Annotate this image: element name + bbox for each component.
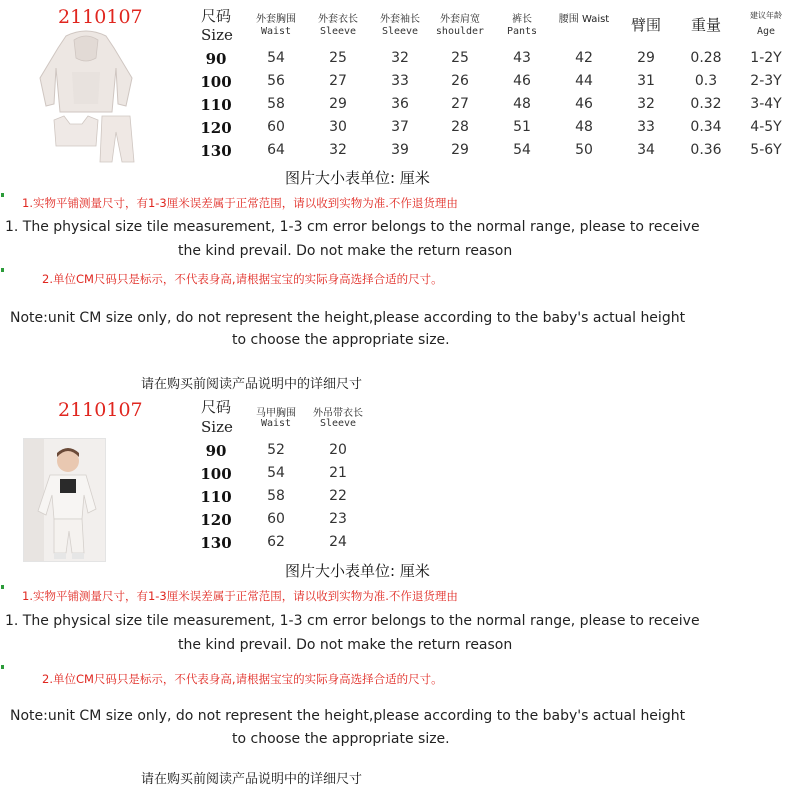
size-cell: 90: [205, 50, 227, 68]
column-header-en: Pants: [506, 26, 538, 37]
footer-note: 请在购买前阅读产品说明中的详细尺寸: [141, 772, 363, 787]
product-photo-model: [23, 438, 106, 562]
table-cell: 58: [267, 488, 285, 504]
table-cell: 20: [329, 442, 347, 458]
note2-en-line2: to choose the appropriate size.: [232, 731, 450, 747]
table-cell: 32: [391, 50, 409, 66]
product-code: 2110107: [58, 399, 143, 421]
table-cell: 29: [329, 96, 347, 112]
table-cell: 60: [267, 511, 285, 527]
column-header-cn: 建议年龄: [750, 11, 782, 20]
table-cell: 32: [637, 96, 655, 112]
table-cell: 27: [329, 73, 347, 89]
table-cell: 21: [329, 465, 347, 481]
size-cell: 110: [200, 96, 232, 114]
size-label-en: Size: [201, 418, 233, 436]
column-header-en: shoulder: [435, 26, 485, 37]
column-header-cn: 腰围 Waist: [558, 14, 610, 25]
note2-en-line1: Note:unit CM size only, do not represent the height,please according to the baby's actual height: [10, 310, 686, 326]
column-header-en: Sleeve: [319, 418, 357, 429]
unit-label: 图片大小表单位: 厘米: [285, 169, 430, 187]
table-cell: 54: [513, 142, 531, 158]
table-cell: 29: [451, 142, 469, 158]
size-label-en: Size: [201, 26, 233, 44]
table-cell: 58: [267, 96, 285, 112]
unit-label: 图片大小表单位: 厘米: [285, 562, 430, 580]
table-cell: 51: [513, 119, 531, 135]
table-cell: 39: [391, 142, 409, 158]
table-cell: 44: [575, 73, 593, 89]
table-cell: 46: [513, 73, 531, 89]
size-cell: 130: [200, 142, 232, 160]
table-cell: 31: [637, 73, 655, 89]
column-header-cn: 裤长: [512, 14, 532, 25]
note2-cn: 2.单位CM尺码只是标示，不代表身高,请根据宝宝的实际身高选择合适的尺寸。: [42, 272, 443, 286]
model-illustration: [24, 439, 105, 561]
table-cell: 50: [575, 142, 593, 158]
table-cell: 0.34: [690, 119, 722, 135]
column-header-cn: 马甲胸围: [256, 408, 296, 419]
table-cell: 3-4Y: [750, 96, 782, 112]
table-cell: 1-2Y: [750, 50, 782, 66]
table-cell: 33: [637, 119, 655, 135]
table-cell: 46: [575, 96, 593, 112]
table-cell: 36: [391, 96, 409, 112]
product-photo-outfit: [36, 28, 136, 164]
table-cell: 52: [267, 442, 285, 458]
bullet-tick: [1, 193, 4, 197]
outfit-illustration: [36, 28, 136, 164]
size-label-cn: 尺码: [201, 398, 232, 416]
column-header-en: Waist: [260, 418, 292, 429]
table-cell: 23: [329, 511, 347, 527]
table-cell: 4-5Y: [750, 119, 782, 135]
size-cell: 120: [200, 119, 232, 137]
table-cell: 0.28: [690, 50, 722, 66]
size-cell: 100: [200, 73, 232, 91]
table-cell: 28: [451, 119, 469, 135]
note2-en-line1: Note:unit CM size only, do not represent the height,please according to the baby's actual height: [10, 708, 686, 724]
note1-en-line2: the kind prevail. Do not make the return reason: [178, 637, 513, 653]
table-cell: 0.32: [690, 96, 722, 112]
table-cell: 24: [329, 534, 347, 550]
size-cell: 130: [200, 534, 232, 552]
table-cell: 56: [267, 73, 285, 89]
bullet-tick: [1, 268, 4, 272]
column-header-cn: 外套衣长: [318, 14, 358, 25]
column-header-cn: 臂围: [630, 16, 661, 34]
size-cell: 100: [200, 465, 232, 483]
table-cell: 34: [637, 142, 655, 158]
table-cell: 60: [267, 119, 285, 135]
note1-cn: 1.实物平铺测量尺寸，有1-3厘米误差属于正常范围，请以收到实物为准.不作退货理由: [22, 196, 458, 210]
table-cell: 22: [329, 488, 347, 504]
table-cell: 25: [329, 50, 347, 66]
note1-en-line1: 1. The physical size tile measurement, 1-3 cm error belongs to the normal range, please to receive: [5, 219, 700, 235]
table-cell: 62: [267, 534, 285, 550]
note1-en-line1: 1. The physical size tile measurement, 1-3 cm error belongs to the normal range, please to receive: [5, 613, 700, 629]
table-cell: 32: [329, 142, 347, 158]
table-cell: 43: [513, 50, 531, 66]
table-cell: 27: [451, 96, 469, 112]
column-header-en: Age: [756, 26, 776, 37]
size-cell: 110: [200, 488, 232, 506]
table-cell: 48: [575, 119, 593, 135]
table-cell: 2-3Y: [750, 73, 782, 89]
column-header-cn: 外套胸围: [256, 14, 296, 25]
bullet-tick: [1, 665, 4, 669]
column-header-en: Sleeve: [381, 26, 419, 37]
size-cell: 120: [200, 511, 232, 529]
note1-en-line2: the kind prevail. Do not make the return reason: [178, 243, 513, 259]
note2-cn: 2.单位CM尺码只是标示，不代表身高,请根据宝宝的实际身高选择合适的尺寸。: [42, 672, 443, 686]
table-cell: 0.3: [694, 73, 718, 89]
table-cell: 33: [391, 73, 409, 89]
column-header-cn: 外吊带衣长: [313, 408, 363, 419]
column-header-en: Sleeve: [319, 26, 357, 37]
table-cell: 54: [267, 465, 285, 481]
note2-en-line2: to choose the appropriate size.: [232, 332, 450, 348]
table-cell: 64: [267, 142, 285, 158]
footer-note: 请在购买前阅读产品说明中的详细尺寸: [141, 377, 363, 392]
table-cell: 54: [267, 50, 285, 66]
table-cell: 48: [513, 96, 531, 112]
table-cell: 0.36: [690, 142, 722, 158]
column-header-cn: 外套肩宽: [440, 14, 480, 25]
table-cell: 30: [329, 119, 347, 135]
table-cell: 37: [391, 119, 409, 135]
table-cell: 5-6Y: [750, 142, 782, 158]
size-cell: 90: [205, 442, 227, 460]
table-cell: 25: [451, 50, 469, 66]
column-header-cn: 重量: [690, 16, 721, 34]
bullet-tick: [1, 585, 4, 589]
size-label-cn: 尺码: [201, 7, 232, 25]
table-cell: 26: [451, 73, 469, 89]
column-header-cn: 外套袖长: [380, 14, 420, 25]
column-header-en: Waist: [260, 26, 292, 37]
table-cell: 42: [575, 50, 593, 66]
table-cell: 29: [637, 50, 655, 66]
note1-cn: 1.实物平铺测量尺寸，有1-3厘米误差属于正常范围，请以收到实物为准.不作退货理由: [22, 589, 458, 603]
product-code: 2110107: [58, 6, 143, 28]
